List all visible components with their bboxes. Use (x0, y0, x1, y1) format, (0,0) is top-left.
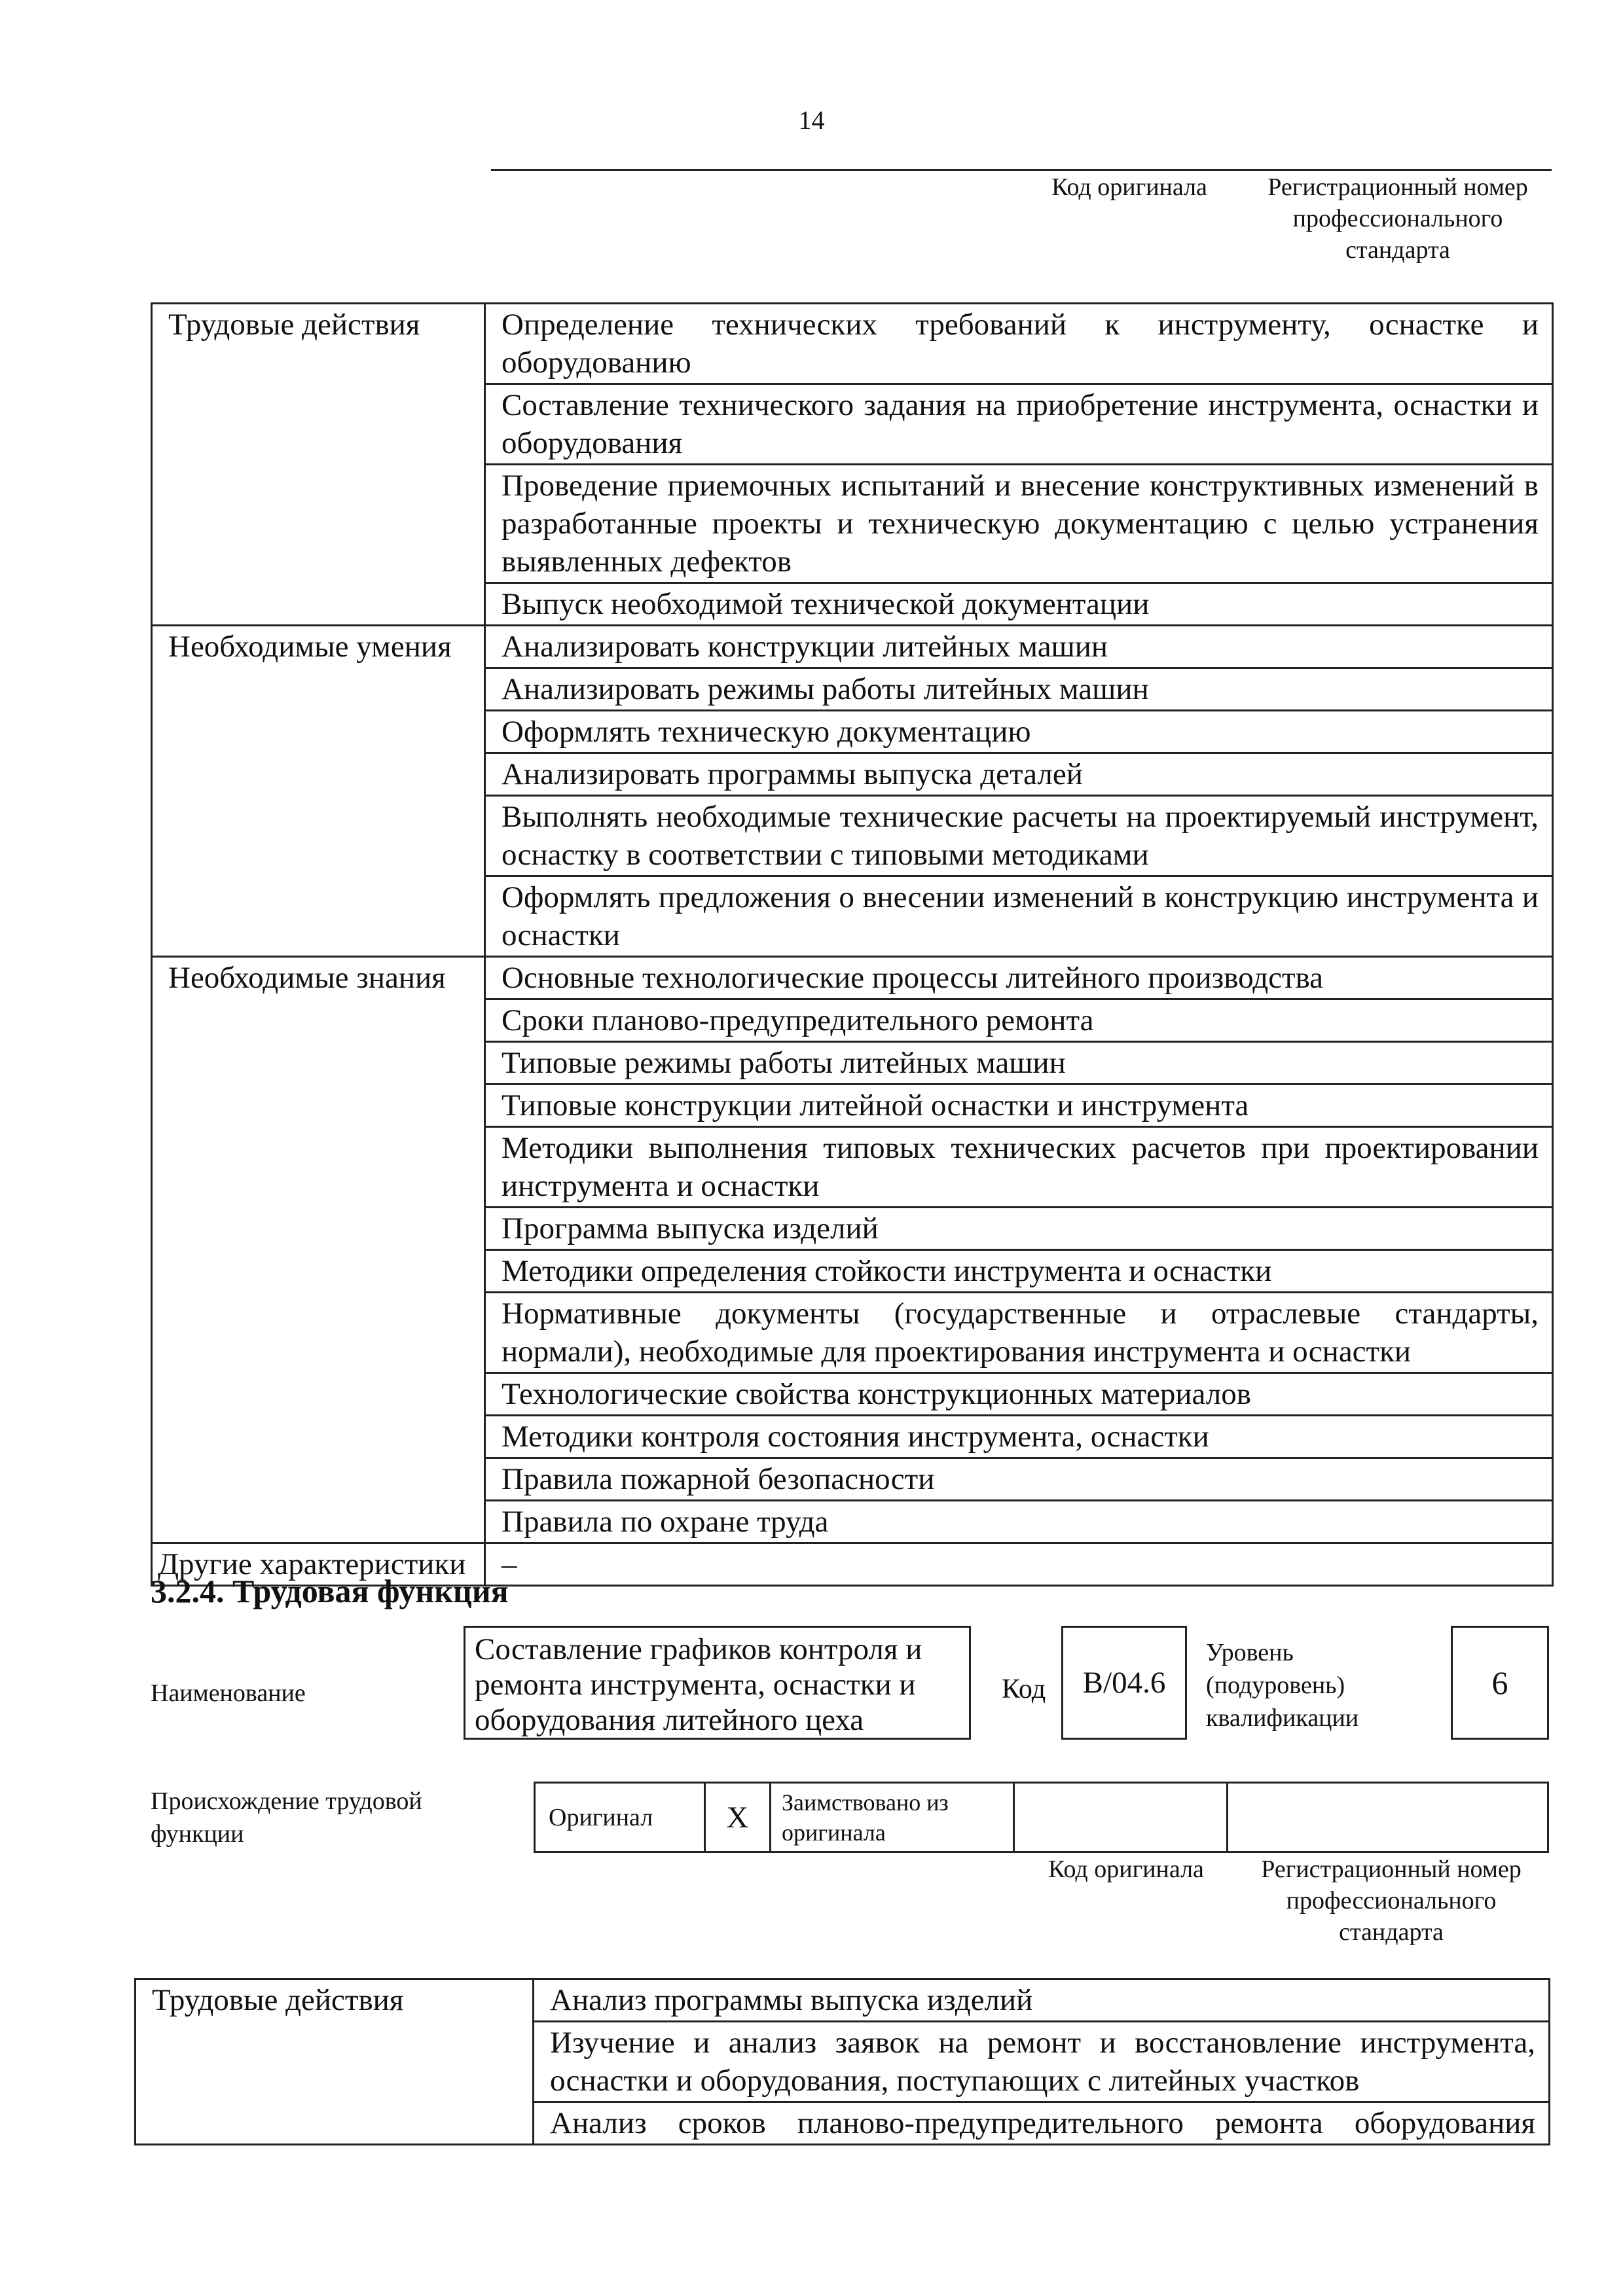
section-label-other-characteristics: Другие характеристики (152, 1543, 485, 1586)
borrowed-from-original-label: Заимствовано из оригинала (771, 1783, 1014, 1852)
function-code-box: B/04.6 (1061, 1626, 1187, 1740)
table-row (152, 957, 1553, 999)
table-cell: Методики контроля состояния инструмента, оснастки (485, 1416, 1553, 1458)
name-label: Наименование (151, 1679, 306, 1707)
original-code-cell (1014, 1783, 1228, 1852)
table-cell: Технологические свойства конструкционных материалов (485, 1373, 1553, 1416)
origin-table (534, 1782, 1549, 1853)
table-row (136, 1979, 1550, 2022)
table-row (152, 304, 1553, 384)
section-label-required-skills: Необходимые умения (152, 626, 485, 957)
section-label-required-knowledge: Необходимые знания (152, 957, 485, 1543)
original-label: Оригинал (535, 1783, 705, 1852)
table-cell: Основные технологические процессы литейного производства (485, 957, 1553, 999)
table-cell: – (485, 1543, 1553, 1586)
labor-actions-table (134, 1978, 1550, 2145)
table-cell: Анализировать режимы работы литейных машин (485, 668, 1553, 711)
table-cell: Типовые конструкции литейной оснастки и инструмента (485, 1085, 1553, 1127)
table-cell: Выполнять необходимые технические расчеты на проектируемый инструмент, оснастку в соответствии с типовыми методиками (485, 796, 1553, 876)
original-mark: X (705, 1783, 771, 1852)
qualification-level-box: 6 (1451, 1626, 1549, 1740)
table-cell: Оформлять техническую документацию (485, 711, 1553, 753)
section-heading: 3.2.4. Трудовая функция (151, 1573, 509, 1609)
table-cell: Определение технических требований к инструменту, оснастке и оборудованию (485, 304, 1553, 384)
table-cell: Правила по охране труда (485, 1501, 1553, 1543)
table-cell: Правила пожарной безопасности (485, 1458, 1553, 1501)
labor-function-table (151, 302, 1554, 1587)
table-row (152, 626, 1553, 668)
table-cell: Оформлять предложения о внесении изменений в конструкцию инструмента и оснастки (485, 876, 1553, 957)
qualification-level-label: Уровень (подуровень) квалификации (1206, 1639, 1359, 1732)
table-cell: Типовые режимы работы литейных машин (485, 1042, 1553, 1085)
table-cell: Анализировать программы выпуска деталей (485, 753, 1553, 796)
registration-number-cell (1228, 1783, 1548, 1852)
section-label-labor-actions: Трудовые действия (152, 304, 485, 626)
table-cell: Методики определения стойкости инструмента и оснастки (485, 1250, 1553, 1293)
table-cell: Программа выпуска изделий (485, 1208, 1553, 1250)
table-cell: Проведение приемочных испытаний и внесение конструктивных изменений в разработанные проекты и техническую документацию с целью устранения выявленных дефектов (485, 465, 1553, 583)
section-label-labor-actions-2: Трудовые действия (136, 1979, 534, 2145)
function-name-box: Составление графиков контроля и ремонта инструмента, оснастки и оборудования литейного цеха (464, 1626, 971, 1740)
table-cell: Анализ программы выпуска изделий (534, 1979, 1550, 2022)
table-cell: Методики выполнения типовых технических расчетов при проектировании инструмента и оснастки (485, 1127, 1553, 1208)
origin-label: Происхождение трудовой функции (151, 1787, 422, 1848)
top-registration-number-label: Регистрационный номер профессионального стандарта (1267, 173, 1528, 264)
origin-divider (491, 169, 1552, 171)
table-cell: Составление технического задания на приобретение инструмента, оснастки и оборудования (485, 384, 1553, 465)
top-code-original-label: Код оригинала (1051, 173, 1207, 201)
table-cell: Анализ сроков планово-предупредительного ремонта оборудования (534, 2102, 1550, 2145)
origin-registration-number-label: Регистрационный номер профессионального стандарта (1261, 1856, 1522, 1946)
table-cell: Анализировать конструкции литейных машин (485, 626, 1553, 668)
code-label: Код (1002, 1674, 1046, 1704)
table-cell: Выпуск необходимой технической документации (485, 583, 1553, 626)
page-number: 14 (798, 105, 825, 135)
table-cell: Нормативные документы (государственные и отраслевые стандарты, нормали), необходимые для проектирования инструмента и оснастки (485, 1293, 1553, 1373)
origin-code-original-label: Код оригинала (1048, 1856, 1204, 1883)
table-cell: Изучение и анализ заявок на ремонт и восстановление инструмента, оснастки и оборудования, поступающих с литейных участков (534, 2022, 1550, 2102)
table-cell: Сроки планово-предупредительного ремонта (485, 999, 1553, 1042)
